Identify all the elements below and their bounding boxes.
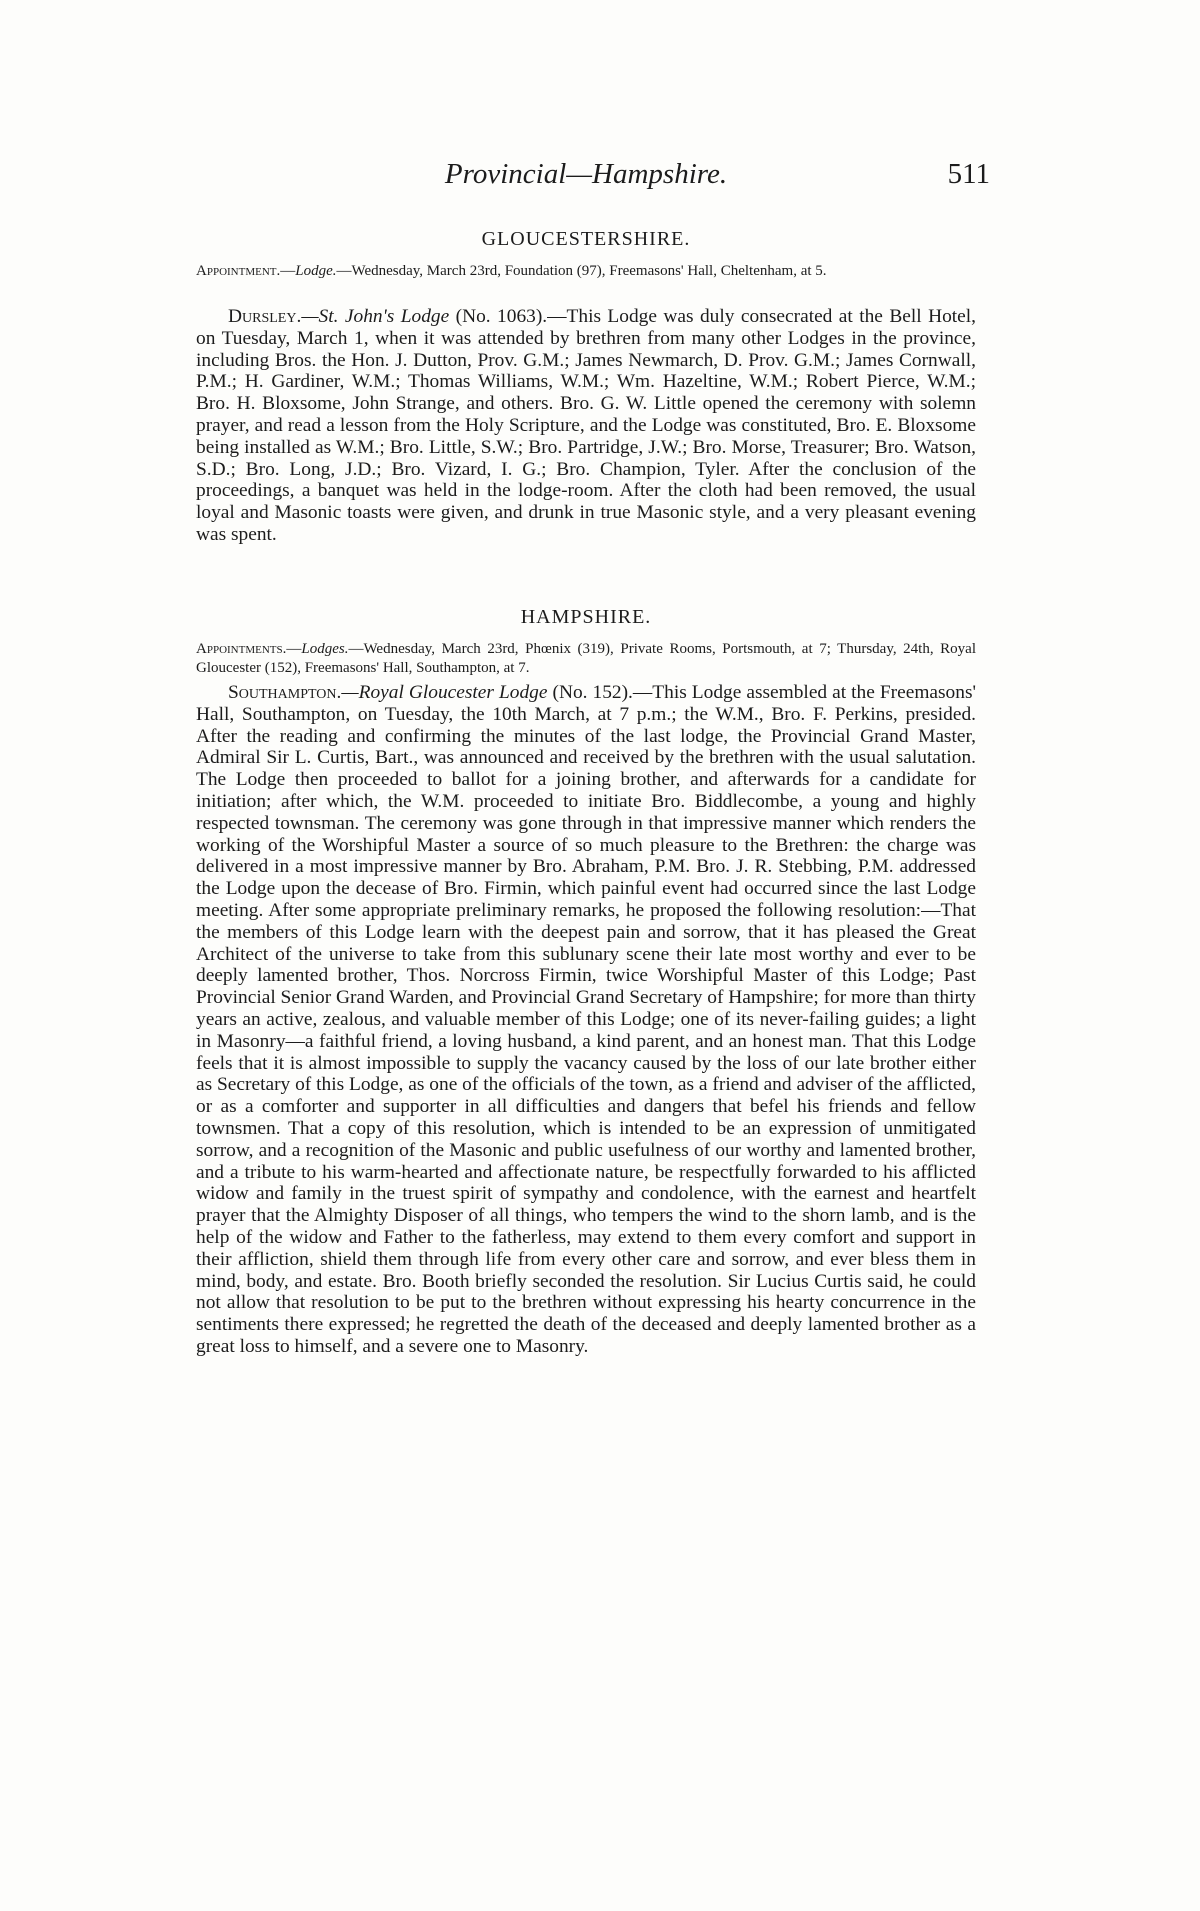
section-heading: GLOUCESTERSHIRE. [481,228,691,250]
appointment-text [196,640,976,678]
section-heading: HAMPSHIRE. [520,606,652,628]
appointment-lead: Appointment.— [196,263,296,279]
report-body: (No. 152).—This Lodge assembled at the Freemasons' Hall, Southampton, on Tuesday, the 10th March, at 7 p.m.; the W.M., Bro. F. Perkins, presided. After the reading and confirming the minutes of the last lodge, the Provincial Grand Master, Admiral Sir L. Curtis, Bart., was announced and received by the brethren with the usual salutation. The Lodge then proceeded to ballot for a joining brother, and afterwards for a candidate for initiation; after which, the W.M. proceeded to initiate Bro. Biddlecombe, a young and highly respected townsman. The ceremony was gone through in that impressive manner which renders the working of the Worshipful Master a source of so much pleasure to the Brethren: the charge was delivered in a most impressive manner by Bro. Abraham, P.M. Bro. J. R. Stebbing, P.M. addressed the Lodge upon the decease of Bro. Firmin, which painful event had occurred since the last Lodge meeting. After some appropriate preliminary remarks, he proposed the following resolution:—That the members of this Lodge learn with the deepest pain and sorrow, that it has pleased the Great Architect of the universe to take from this sublunary scene their late most worthy and ever to be deeply lamented brother, Thos. Norcross Firmin, twice Worshipful Master of this Lodge; Past Provincial Senior Grand Warden, and Provincial Grand Secretary of Hampshire; for more than thirty years an active, zealous, and valuable member of this Lodge; one of its never-failing guides; a light in Masonry—a faithful friend, a loving husband, a kind parent, and an honest man. That this Lodge feels that it is almost impossible to supply the vacancy caused by the loss of our late brother either as Secretary of this Lodge, as one of the officials of the town, as a friend and adviser of the afflicted, or as a comforter and supporter in all difficulties and dangers that befel his friends and fellow townsmen. That a copy of this resolution, which is intended to be an expression of unmitigated sorrow, and a recognition of the Masonic and public usefulness of our worthy and lamented brother, and a tribute to his warm-hearted and affectionate nature, be respectfully forwarded to his afflicted widow and family in the truest spirit of sympathy and condolence, with the earnest and heartfelt prayer that the Almighty Disposer of all things, who tempers the wind to the shorn lamb, and is the help of the widow and Father to the fatherless, may extend to them every comfort and support in their affliction, shield them through life from every other care and sorrow, and ever bless them in mind, body, and estate. Bro. Booth briefly seconded the resolution. Sir Lucius Curtis said, he could not allow that resolution to be put to the brethren without expressing his hearty concurrence in the sentiments there expressed; he regretted the death of the deceased and deeply lamented brother as a great loss to himself, and a severe one to Masonry. [196,682,976,1357]
appointment-notice [196,262,976,281]
appointment-details: —Wednesday, March 23rd, Foundation (97), Freemasons' Hall, Cheltenham, at 5. [336,263,827,279]
page-number: 511 [947,158,990,190]
section-hampshire [196,606,976,629]
appointment-lodge-label: Lodges. [301,641,349,657]
report-lodge: —Royal Gloucester Lodge [341,682,548,703]
report-body: (No. 1063).—This Lodge was duly consecrated at the Bell Hotel, on Tuesday, March 1, when it was attended by brethren from many other Lodges in the province, including Bros. the Hon. J. Dutton, Prov. G.M.; James Newmarch, D. Prov. G.M.; James Cornwall, P.M.; H. Gardiner, W.M.; Thomas Williams, W.M.; Wm. Hazeltine, W.M.; Robert Pierce, W.M.; Bro. H. Bloxsome, John Strange, and others. Bro. G. W. Little opened the ceremony with solemn prayer, and read a lesson from the Holy Scripture, and the Lodge was constituted, Bro. E. Bloxsome being installed as W.M.; Bro. Little, S.W.; Bro. Partridge, J.W.; Bro. Morse, Treasurer; Bro. Watson, S.D.; Bro. Long, J.D.; Bro. Vizard, I. G.; Bro. Champion, Tyler. After the conclusion of the proceedings, a banquet was held in the lodge-room. After the cloth had been removed, the usual loyal and Masonic toasts were given, and drunk in true Masonic style, and a very pleasant evening was spent. [196,306,977,545]
appointment-text [196,262,976,281]
section-gloucestershire [196,228,976,251]
appointment-lead: Appointments.— [196,641,302,657]
report-lodge: —St. John's Lodge [301,306,450,327]
appointment-details: —Wednesday, March 23rd, Phœnix (319), Private Rooms, Portsmouth, at 7; Thursday, 24th, Royal Gloucester (152), Freemasons' Hall, Southampton, at 7. [196,641,976,676]
report-dursley [196,306,976,546]
running-title: Provincial—Hampshire. [444,158,728,190]
appointment-lodge-label: Lodge. [295,263,337,279]
appointment-notice [196,640,976,678]
report-southampton [196,682,976,1358]
report-place: Southampton. [228,682,342,703]
running-head [196,158,990,198]
report-place: Dursley. [228,306,302,327]
report-paragraph [196,306,976,546]
report-paragraph [196,682,976,1358]
